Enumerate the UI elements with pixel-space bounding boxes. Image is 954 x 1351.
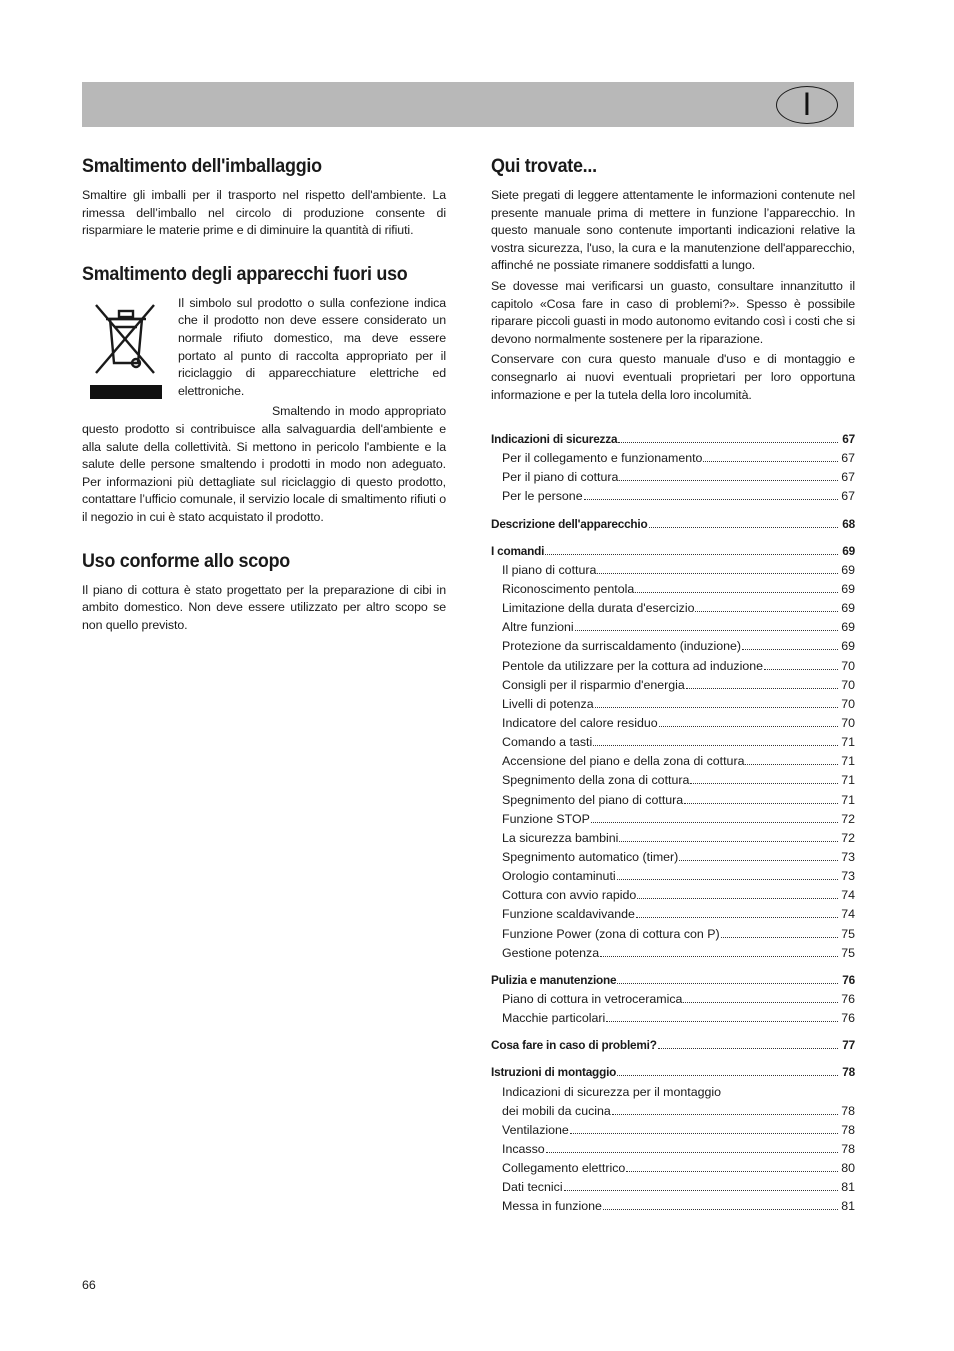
toc-entry <box>491 905 855 924</box>
toc-dot-leader <box>617 979 838 984</box>
toc-entry-page: 68 <box>842 516 855 531</box>
intro-text-2: Se dovesse mai verificarsi un guasto, consultare innanzitutto il capitolo «Cosa fare in caso di problemi?». Spesso è possibile riparare piccoli guasti in modo autonomo evitando così i costi che si devono normalmente sostenere per la riparazione. <box>491 278 855 346</box>
toc-entry <box>491 791 855 810</box>
toc-entry-page: 73 <box>841 849 855 864</box>
left-column <box>82 155 446 634</box>
toc-entry <box>491 695 855 714</box>
toc-entry-page: 74 <box>841 888 855 903</box>
toc-entry <box>491 771 855 790</box>
intro-text-1: Siete pregati di leggere attentamente le informazioni contenute nel presente manuale prima di mettere in funzione l’apparecchio. In questo manuale sono contenute importanti indicazioni relative la vostra sicurezza, l'uso, la cura e la manutenzione dell'apparecchio, affinché ne possiate rimanere soddisfatti a lungo. <box>491 188 855 273</box>
disposal-text-1: Il simbolo sul prodotto o sulla confezione indica che il prodotto non deve essere considerato un normale rifiuto domestico, ma deve essere portato al punto di raccolta appropriato per il riciclaggio di apparecchiature elettriche ed elettroniche. <box>178 295 446 398</box>
disposal-text-2: Smaltendo in modo appropriato questo prodotto si contribuisce alla salvaguardia dell'ambiente e alla salute della collettività. Si mettono in pericolo l'ambiente e la salute delle persone smaltendo i prodotti in modo non adeguato. Per informazioni più dettagliate sul riciclaggio di questo prodotto, contattare l’ufficio comunale, il servizio locale di smaltimento rifiuti o il negozio in cui è stato acquistato il prodotto. <box>82 404 446 524</box>
toc-dot-leader <box>603 1205 838 1210</box>
toc-entry-label: Cottura con avvio rapido <box>502 888 637 903</box>
toc-entry-label: dei mobili da cucina <box>502 1103 611 1118</box>
intro-title: Qui trovate... <box>491 155 597 177</box>
disposal-section <box>82 295 446 527</box>
toc-entry <box>491 1178 855 1197</box>
toc-entry-page: 69 <box>841 601 855 616</box>
toc-entry-page: 70 <box>841 658 855 673</box>
toc-dot-leader <box>636 913 838 918</box>
toc-entry-page: 81 <box>841 1199 855 1214</box>
toc-entry-label: Il piano di cottura <box>502 562 597 577</box>
toc-entry-label: Livelli di potenza <box>502 696 594 711</box>
toc-entry-page: 76 <box>841 991 855 1006</box>
intended-use-title: Uso conforme allo scopo <box>82 549 290 572</box>
toc-entry-page: 67 <box>841 489 855 504</box>
toc-dot-leader <box>649 523 838 528</box>
toc-entry-label: Piano di cottura in vetroceramica <box>502 991 683 1006</box>
toc-dot-leader <box>659 722 838 727</box>
toc-dot-leader <box>595 703 838 708</box>
packaging-title: Smaltimento dell'imballaggio <box>82 155 322 177</box>
toc-entry-page: 69 <box>841 581 855 596</box>
toc-dot-leader <box>686 684 838 689</box>
toc-dot-leader <box>721 933 838 938</box>
toc-dot-leader <box>593 741 838 746</box>
toc-entry <box>491 515 855 534</box>
toc-entry-label: Collegamento elettrico <box>502 1161 626 1176</box>
toc-entry-page: 78 <box>842 1065 855 1080</box>
toc-dot-leader <box>617 875 838 880</box>
toc-entry-label: Ventilazione <box>502 1122 569 1137</box>
toc-entry-label: Macchie particolari <box>502 1011 606 1026</box>
toc-entry-label: Cosa fare in caso di problemi? <box>491 1038 657 1053</box>
toc-entry <box>491 971 855 990</box>
toc-dot-leader <box>679 856 838 861</box>
toc-entry <box>491 542 855 561</box>
toc-dot-leader <box>606 1017 838 1022</box>
toc-dot-leader <box>626 1167 838 1172</box>
crossed-out-wheelie-bin-icon <box>88 297 164 401</box>
toc-dot-leader <box>618 438 838 443</box>
toc-entry <box>491 618 855 637</box>
toc-dot-leader <box>703 457 838 462</box>
toc-entry <box>491 1083 855 1102</box>
toc-entry <box>491 487 855 506</box>
toc-entry <box>491 580 855 599</box>
toc-entry <box>491 599 855 618</box>
toc-entry <box>491 449 855 468</box>
toc-entry-label: Altre funzioni <box>502 620 574 635</box>
toc-entry-label: Protezione da surriscaldamento (induzione) <box>502 639 741 654</box>
toc-entry <box>491 925 855 944</box>
toc-dot-leader <box>545 550 838 555</box>
toc-dot-leader <box>684 799 838 804</box>
toc-entry-page: 75 <box>841 945 855 960</box>
toc-entry <box>491 468 855 487</box>
toc-entry-label: Comando a tasti <box>502 735 593 750</box>
toc-entry <box>491 990 855 1009</box>
toc-entry-page: 75 <box>841 926 855 941</box>
toc-entry-page: 74 <box>841 907 855 922</box>
toc-entry <box>491 676 855 695</box>
toc-dot-leader <box>617 1071 838 1076</box>
toc-entry-page: 77 <box>842 1038 855 1053</box>
toc-entry-page: 70 <box>841 696 855 711</box>
toc-entry-page: 80 <box>841 1161 855 1176</box>
toc-entry <box>491 810 855 829</box>
toc-entry-page: 67 <box>841 451 855 466</box>
toc-entry-label: Per le persone <box>502 489 583 504</box>
toc-dot-leader <box>619 476 838 481</box>
toc-entry-page: 70 <box>841 677 855 692</box>
toc-entry-label: Funzione STOP <box>502 811 590 826</box>
toc-dot-leader <box>600 952 838 957</box>
toc-dot-leader <box>658 1044 838 1049</box>
toc-entry <box>491 829 855 848</box>
toc-entry-label: Per il collegamento e funzionamento <box>502 451 703 466</box>
toc-entry-page: 71 <box>841 792 855 807</box>
toc-entry-page: 71 <box>841 735 855 750</box>
toc-entry <box>491 430 855 449</box>
toc-entry-label: Pentole da utilizzare per la cottura ad induzione <box>502 658 764 673</box>
toc-entry-page: 67 <box>841 470 855 485</box>
toc-entry-page: 69 <box>841 620 855 635</box>
toc-entry-page: 76 <box>842 972 855 987</box>
toc-entry-label: Spegnimento del piano di cottura <box>502 792 684 807</box>
intended-use-text: Il piano di cottura è stato progettato per la preparazione di cibi in ambito domestico. Non deve essere utilizzato per altro scopo se non quello previsto. <box>82 582 446 632</box>
toc-entry-label: Indicazioni di sicurezza per il montaggio <box>502 1084 722 1099</box>
toc-dot-leader <box>575 626 838 631</box>
toc-entry <box>491 848 855 867</box>
toc-entry-label: Descrizione dell'apparecchio <box>491 516 648 531</box>
toc-entry-label: Gestione potenza <box>502 945 600 960</box>
toc-entry <box>491 944 855 963</box>
toc-entry <box>491 1036 855 1055</box>
toc-entry-label: Riconoscimento pentola <box>502 581 635 596</box>
toc-entry-page: 78 <box>841 1103 855 1118</box>
toc-entry <box>491 1063 855 1082</box>
toc-entry-label: Messa in funzione <box>502 1199 602 1214</box>
toc-entry-page: 69 <box>842 543 855 558</box>
toc-entry-page: 72 <box>841 830 855 845</box>
toc-entry-label: Orologio contaminuti <box>502 869 616 884</box>
toc-dot-leader <box>570 1129 838 1134</box>
toc-dot-leader <box>695 607 838 612</box>
toc-entry-label: Dati tecnici <box>502 1180 563 1195</box>
right-column <box>491 155 855 404</box>
toc-dot-leader <box>546 1148 838 1153</box>
toc-dot-leader <box>745 760 838 765</box>
intro-text-3: Conservare con cura questo manuale d'uso e di montaggio e consegnarlo ai nuovi eventuali proprietari per loro opportuna informazione e per la tutela della loro incolumità. <box>491 352 855 402</box>
toc-entry <box>491 1197 855 1216</box>
toc-entry <box>491 752 855 771</box>
disposal-title: Smaltimento degli apparecchi fuori uso <box>82 262 408 285</box>
toc-entry-label: Pulizia e manutenzione <box>491 972 617 987</box>
toc-entry-page: 70 <box>841 715 855 730</box>
page-number: 66 <box>82 1278 96 1292</box>
toc-entry <box>491 1140 855 1159</box>
toc-entry-label: Indicazioni di sicurezza <box>491 432 618 446</box>
toc-entry-label: Accensione del piano e della zona di cottura <box>502 754 745 769</box>
toc-entry <box>491 637 855 656</box>
language-badge: I <box>776 86 838 124</box>
toc-dot-leader <box>764 665 838 670</box>
toc-dot-leader <box>690 779 838 784</box>
toc-entry-page: 69 <box>841 639 855 654</box>
toc-entry-label: Per il piano di cottura <box>502 470 619 485</box>
toc-entry-label: Spegnimento della zona di cottura <box>502 773 690 788</box>
toc-entry-label: Incasso <box>502 1141 545 1156</box>
toc-entry <box>491 1009 855 1028</box>
toc-entry-label: Spegnimento automatico (timer) <box>502 849 679 864</box>
toc-entry-label: Istruzioni di montaggio <box>491 1065 617 1080</box>
table-of-contents <box>491 430 855 1216</box>
toc-dot-leader <box>564 1186 838 1191</box>
toc-entry-label: Consigli per il risparmio d'energia <box>502 677 685 692</box>
toc-entry <box>491 714 855 733</box>
toc-dot-leader <box>742 645 838 650</box>
toc-entry-label: Indicatore del calore residuo <box>502 715 658 730</box>
toc-entry <box>491 1121 855 1140</box>
toc-entry-label: Funzione Power (zona di cottura con P) <box>502 926 720 941</box>
toc-dot-leader <box>597 569 838 574</box>
toc-entry-label: Limitazione della durata d'esercizio <box>502 601 695 616</box>
header-bar <box>82 82 854 127</box>
toc-entry-page: 78 <box>841 1141 855 1156</box>
toc-entry <box>491 733 855 752</box>
packaging-text: Smaltire gli imballi per il trasporto nel rispetto dell'ambiente. La rimessa dell’imballo nel circolo di produzione consente di risparmiare le materie prime e di diminuire la quantità di rifiuti. <box>82 188 446 238</box>
toc-entry-page: 67 <box>842 432 855 446</box>
toc-entry-page: 72 <box>841 811 855 826</box>
toc-entry-label: I comandi <box>491 543 545 558</box>
toc-entry-page: 73 <box>841 869 855 884</box>
toc-entry-label: Funzione scaldavivande <box>502 907 635 922</box>
toc-entry-page: 78 <box>841 1122 855 1137</box>
toc-entry <box>491 1159 855 1178</box>
toc-dot-leader <box>591 818 838 823</box>
toc-entry-page: 76 <box>841 1011 855 1026</box>
toc-entry <box>491 561 855 580</box>
toc-entry <box>491 867 855 886</box>
toc-entry <box>491 886 855 905</box>
toc-entry-page: 69 <box>841 562 855 577</box>
toc-entry-page: 71 <box>841 754 855 769</box>
toc-entry <box>491 657 855 676</box>
toc-dot-leader <box>683 998 838 1003</box>
toc-entry-page: 81 <box>841 1180 855 1195</box>
toc-entry-label: La sicurezza bambini <box>502 830 619 845</box>
toc-dot-leader <box>635 588 838 593</box>
toc-dot-leader <box>637 894 838 899</box>
toc-dot-leader <box>584 495 838 500</box>
toc-entry-page: 71 <box>841 773 855 788</box>
toc-dot-leader <box>619 837 838 842</box>
toc-dot-leader <box>612 1110 838 1115</box>
toc-entry <box>491 1102 855 1121</box>
